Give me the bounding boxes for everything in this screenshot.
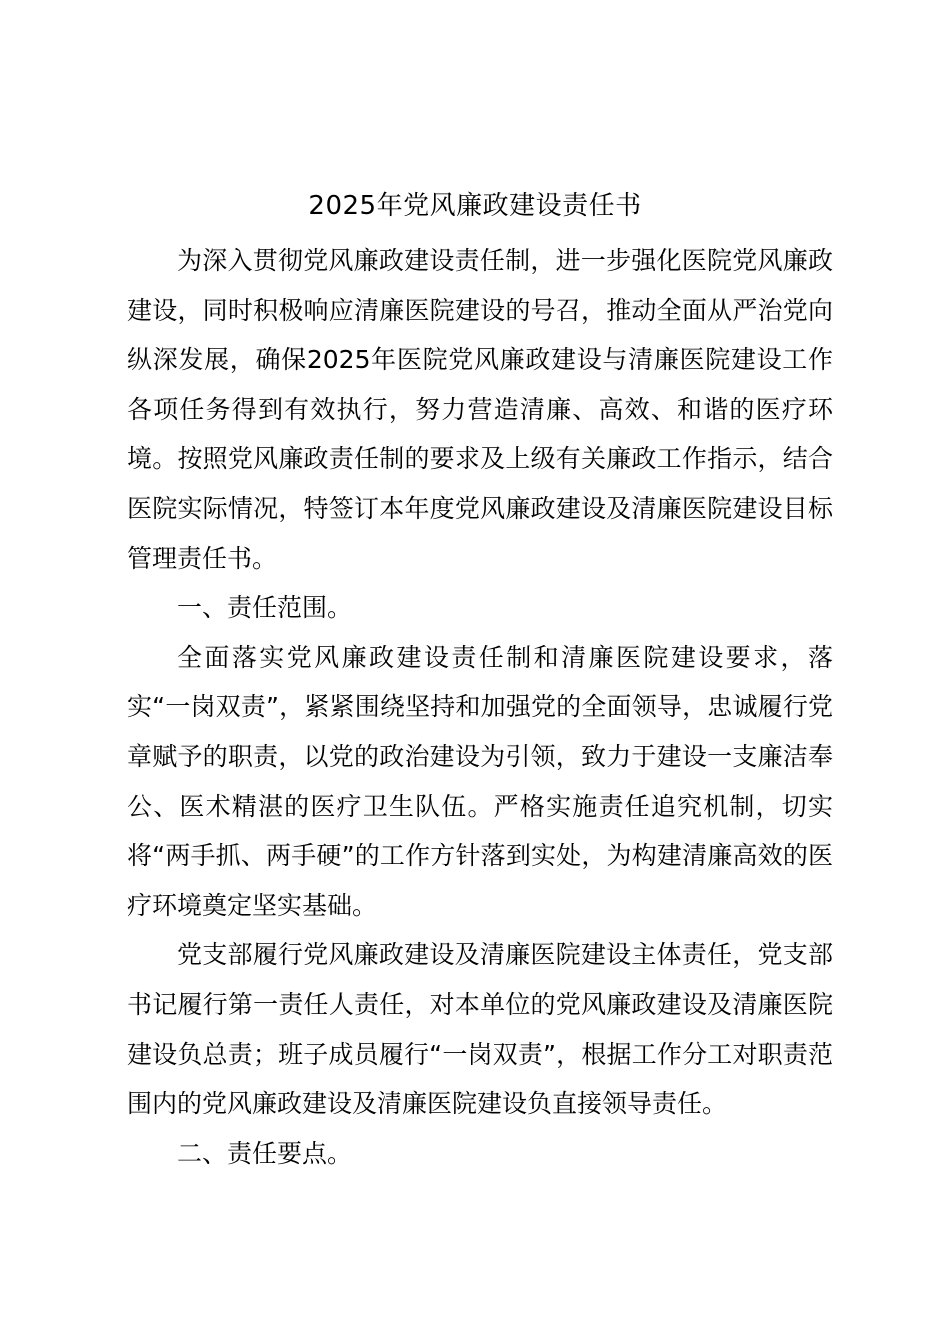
paragraph-branch-responsibility: 党支部履行党风廉政建设及清廉医院建设主体责任，党支部书记履行第一责任人责任，对本单位的党风廉政建设及清廉医院建设负总责；班子成员履行“一岗双责”，根据工作分工对职责范围内的党风廉政建设及清廉医院建设负直接领导责任。 xyxy=(127,940,833,1119)
document-title: 2025年党风廉政建设责任书 xyxy=(308,191,642,221)
paragraph-scope-overview: 全面落实党风廉政建设责任制和清廉医院建设要求，落实“一岗双责”，紧紧围绕坚持和加强党的全面领导，忠诚履行党章赋予的职责，以党的政治建设为引领，致力于建设一支廉洁奉公、医术精湛的医疗卫生队伍。严格实施责任追究机制，切实将“两手抓、两手硬”的工作方针落到实处，为构建清廉高效的医疗环境奠定坚实基础。 xyxy=(127,642,833,920)
document-body xyxy=(127,236,833,1178)
section-heading-responsibility-points: 二、责任要点。 xyxy=(177,1138,353,1168)
section-heading-responsibility-scope: 一、责任范围。 xyxy=(177,593,353,623)
paragraph-intro: 为深入贯彻党风廉政建设责任制，进一步强化医院党风廉政建设，同时积极响应清廉医院建设的号召，推动全面从严治党向纵深发展，确保2025年医院党风廉政建设与清廉医院建设工作各项任务得到有效执行，努力营造清廉、高效、和谐的医疗环境。按照党风廉政责任制的要求及上级有关廉政工作指示，结合医院实际情况，特签订本年度党风廉政建设及清廉医院建设目标管理责任书。 xyxy=(127,246,833,573)
